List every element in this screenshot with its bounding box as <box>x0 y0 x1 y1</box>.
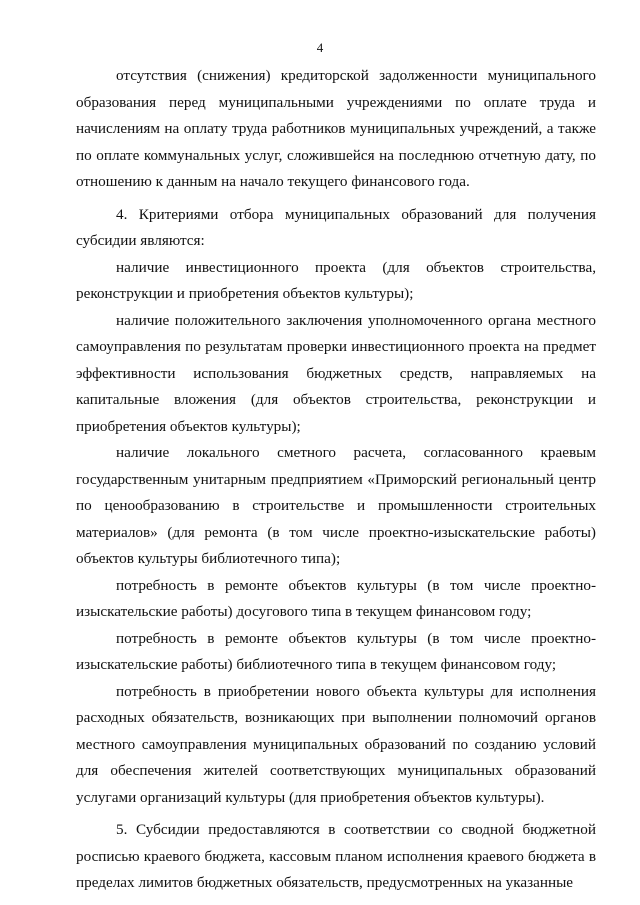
paragraph-selection-criteria-heading: 4. Критериями отбора муниципальных образований для получения субсидии являются: <box>76 205 596 249</box>
document-body <box>76 63 596 897</box>
paragraph-investment-project: наличие инвестиционного проекта (для объектов строительства, реконструкции и приобретения объектов культуры); <box>76 258 596 302</box>
paragraph-leisure-repair-need: потребность в ремонте объектов культуры (в том числе проектно-изыскательские работы) досугового типа в текущем финансовом году; <box>76 576 596 620</box>
paragraph-subsidy-provision: 5. Субсидии предоставляются в соответствии со сводной бюджетной росписью краевого бюджета, кассовым планом исполнения краевого бюджета в пределах лимитов бюджетных обязательств, предусмотренных на указанные <box>76 821 596 891</box>
page-number: 4 <box>316 40 324 55</box>
paragraph-new-object-need: потребность в приобретении нового объекта культуры для исполнения расходных обязательств, возникающих при выполнении полномочий органов местного самоуправления муниципальных образований по созданию условий для обеспечения жителей соответствующих муниципальных образований услугами организаций культуры (для приобретения объектов культуры). <box>76 682 596 806</box>
paragraph-positive-conclusion: наличие положительного заключения уполномоченного органа местного самоуправления по результатам проверки инвестиционного проекта на предмет эффективности использования бюджетных средств, направляемых на капитальные вложения (для объектов строительства, реконструкции и приобретения объектов культуры); <box>76 311 596 435</box>
paragraph-local-estimate: наличие локального сметного расчета, согласованного краевым государственным унитарным предприятием «Приморский региональный центр по ценообразованию в строительстве и промышленности строительных материалов» (для ремонта (в том числе проектно-изыскательские работы) объектов культуры библиотечного типа); <box>76 444 596 567</box>
paragraph-debt-condition: отсутствия (снижения) кредиторской задолженности муниципального образования перед муниципальными учреждениями по оплате труда и начислениям на оплату труда работников муниципальных учреждений, а также по оплате коммунальных услуг, сложившейся на последнюю отчетную дату, по отношению к данным на начало текущего финансового года. <box>76 67 596 190</box>
paragraph-library-repair-need: потребность в ремонте объектов культуры (в том числе проектно-изыскательские работы) библиотечного типа в текущем финансовом году; <box>76 629 596 673</box>
